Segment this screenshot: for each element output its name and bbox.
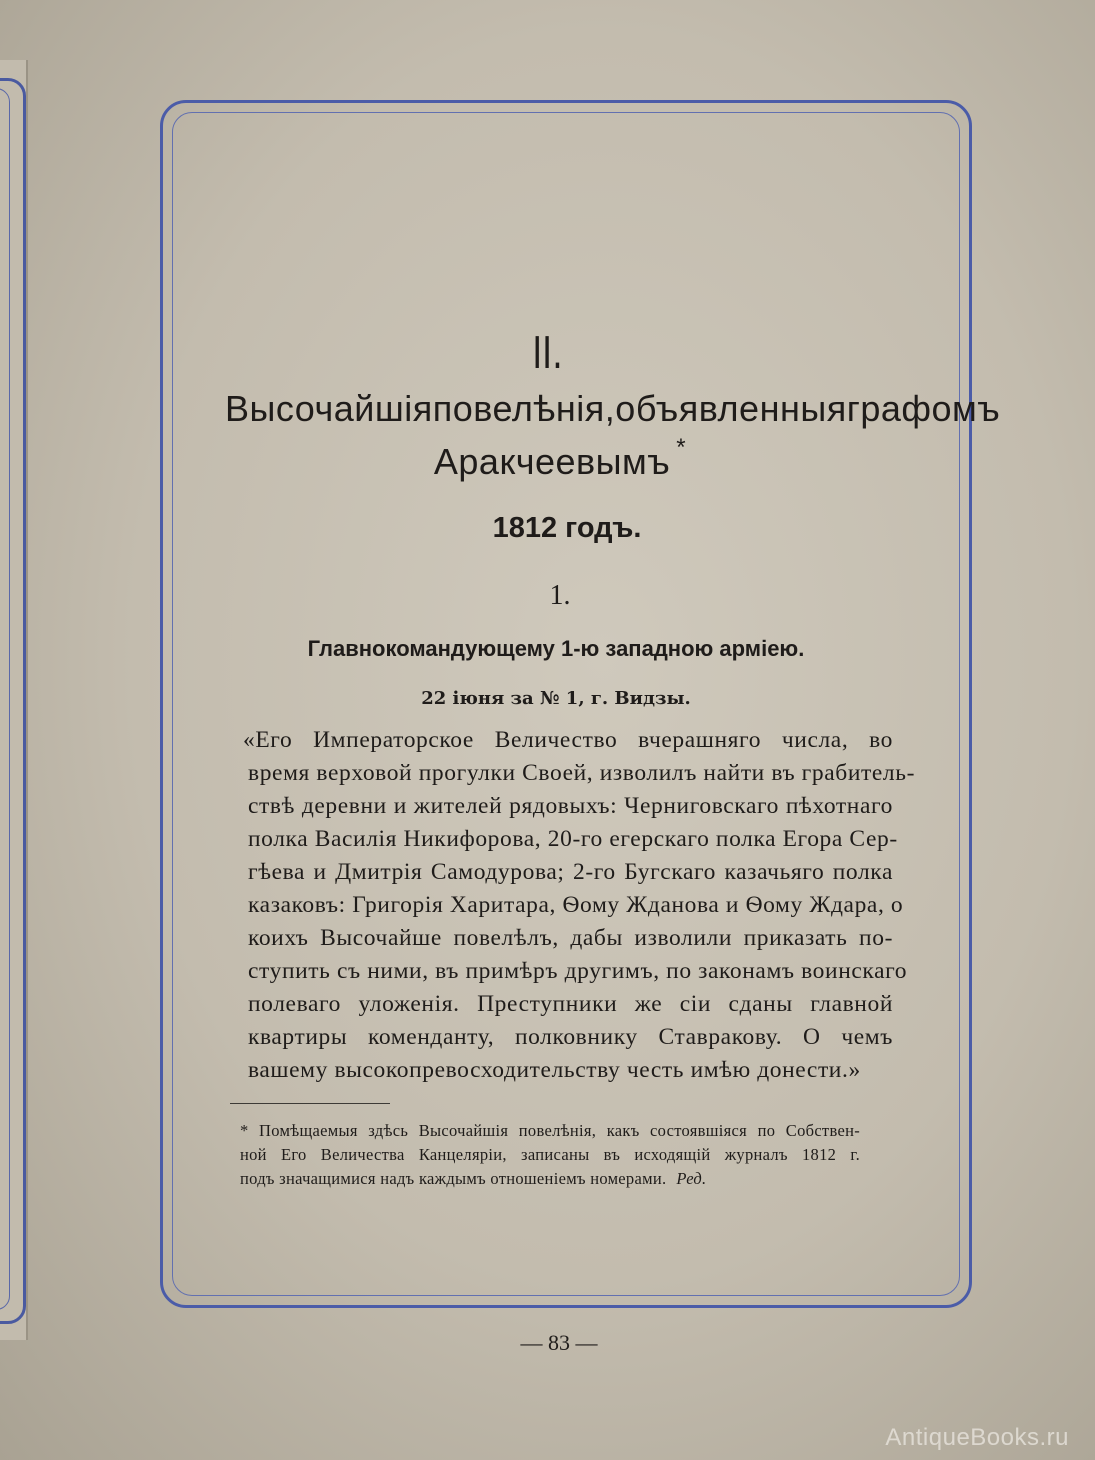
body-line: ствѣ деревни и жителей рядовыхъ: Черниговскаго пѣхотнаго [248, 793, 893, 819]
title-word: Высочайшія [225, 388, 433, 429]
body-line: полка Василія Никифорова, 20-го егерскаго полка Егора Сер- [248, 826, 898, 852]
title-word: графомъ [846, 388, 1001, 429]
editor-mark: Ред. [676, 1169, 707, 1188]
footnote-mark: * [676, 434, 687, 461]
body-line: время верховой прогулки Своей, изволилъ найти въ грабитель- [248, 760, 915, 786]
section-number: II. [532, 328, 563, 379]
addressee-heading: Главнокомандующему 1-ю западною арміею. [307, 636, 805, 661]
title-word: Аракчеевымъ [433, 441, 671, 482]
body-line: гѣева и Дмитрія Самодурова; 2-го Бугскаго казачьяго полка [248, 859, 893, 885]
footnote-line [240, 1169, 755, 1189]
watermark: AntiqueBooks.ru [885, 1424, 1069, 1451]
body-line: полеваго уложенія. Преступники же сіи сданы главной [248, 991, 893, 1017]
body-line: ступить съ ними, въ примѣръ другимъ, по законамъ воинскаго [248, 958, 908, 984]
body-line: казаковъ: Григорія Харитара, Ѳому Жданова и Ѳому Ждара, о [248, 892, 904, 918]
title-line-1 [225, 388, 1001, 430]
title-word: объявленныя [615, 388, 847, 429]
footnote-text: подъ значащимися надъ каждымъ отношеніемъ номерами. [240, 1169, 667, 1188]
body-line: вашему высокопревосходительству честь имѣю донести.» [248, 1057, 861, 1083]
footnote-line: * Помѣщаемыя здѣсь Высочайшія повелѣнія, какъ состоявшіяся по Собствен- [240, 1121, 860, 1140]
year-heading: 1812 годъ. [492, 512, 642, 544]
footnote-line: ной Его Величества Канцеляріи, записаны въ исходящій журналъ 1812 г. [240, 1145, 860, 1164]
body-line: коихъ Высочайше повелѣлъ, дабы изволили приказать по- [248, 925, 893, 951]
body-line: квартиры коменданту, полковнику Ставракову. О чемъ [248, 1024, 893, 1050]
page-number: — 83 — [520, 1330, 598, 1355]
title-line-2 [0, 434, 1095, 483]
title-word: повелѣнія, [432, 388, 616, 429]
footnote-rule [230, 1103, 390, 1104]
document-number: 1. [549, 580, 571, 611]
date-line: 22 іюня за № 1, г. Видзы. [421, 688, 691, 709]
body-line: «Его Императорское Величество вчерашняго числа, во [243, 727, 893, 753]
